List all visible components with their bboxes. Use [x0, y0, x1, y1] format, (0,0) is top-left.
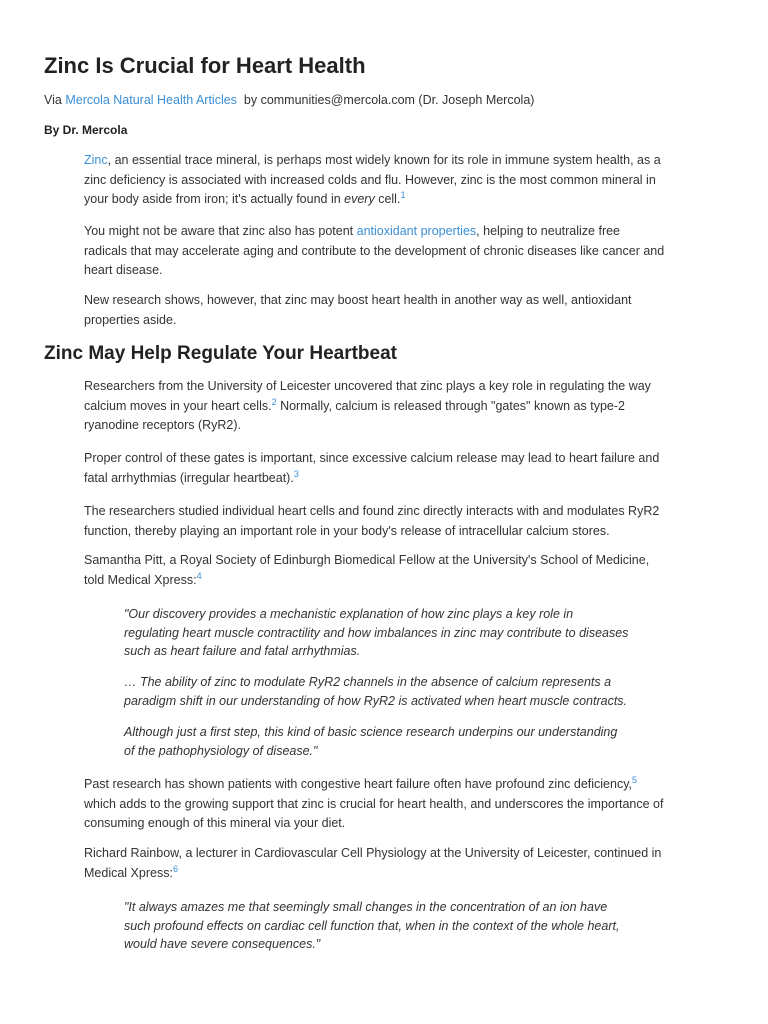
paragraph-rainbow: [84, 844, 704, 883]
quote-line: such as heart failure and fatal arrhythmias.: [124, 644, 361, 658]
source-link[interactable]: Mercola Natural Health Articles: [65, 93, 237, 107]
section-heading: Zinc May Help Regulate Your Heartbeat: [44, 343, 397, 364]
quote-rainbow: [124, 898, 684, 954]
reference-link-5[interactable]: 5: [632, 775, 638, 785]
text-line: Richard Rainbow, a lecturer in Cardiovascular Cell Physiology at the University of Leicester, continued in: [84, 846, 662, 860]
emphasis-text: every: [344, 192, 375, 206]
quote-line: such profound effects on cardiac cell function that, when in the context of the whole heart,: [124, 918, 620, 933]
reference-link-2[interactable]: 2: [271, 396, 277, 407]
paragraph-past-research: [84, 775, 704, 834]
text-line: Proper control of these gates is important, since excessive calcium release may lead to heart failure and: [84, 451, 660, 465]
text-line: Samantha Pitt, a Royal Society of Edinburgh Biomedical Fellow at the University's School of Medicine,: [84, 553, 650, 567]
text-line: ryanodine receptors (RyR2).: [84, 418, 242, 432]
text-line: consuming enough of this mineral via your diet.: [84, 816, 346, 830]
paragraph-studied: [84, 502, 704, 541]
text-line: fatal arrhythmias (irregular heartbeat).: [84, 470, 294, 485]
reference-link-3[interactable]: 3: [293, 468, 299, 479]
text-line: Medical Xpress:: [84, 865, 173, 880]
quote-discovery: [124, 605, 684, 661]
paragraph-new-research: [84, 291, 704, 330]
text-line: cell.: [374, 192, 401, 206]
text-line: told Medical Xpress:: [84, 572, 197, 587]
reference-link-4[interactable]: 4: [196, 570, 202, 581]
via-prefix: Via: [44, 93, 62, 107]
paragraph-pitt: [84, 551, 704, 590]
text-line: heart disease.: [84, 263, 163, 277]
quote-line: would have severe consequences.": [124, 937, 321, 951]
text-line: calcium moves in your heart cells.: [84, 398, 272, 413]
text-line: Researchers from the University of Leicester uncovered that zinc plays a key role in regulating the way: [84, 379, 651, 393]
text-line: your body aside from iron; it's actually found in: [84, 192, 345, 206]
text-line: Past research has shown patients with congestive heart failure often have profound zinc deficiency,: [84, 777, 632, 791]
zinc-link[interactable]: Zinc: [84, 153, 108, 167]
text-line: radicals that may accelerate aging and contribute to the development of chronic diseases like cancer and: [84, 243, 665, 258]
quote-line: paradigm shift in our understanding of how RyR2 is activated when heart muscle contracts.: [124, 693, 628, 708]
quote-line: "It always amazes me that seemingly small changes in the concentration of an ion have: [124, 900, 608, 914]
antioxidant-properties-link[interactable]: antioxidant properties: [356, 224, 477, 238]
text-line: Normally, calcium is released through "gates" known as type-2: [276, 398, 625, 413]
text-line: which adds to the growing support that zinc is crucial for heart health, and underscores the importance of: [84, 796, 664, 811]
quote-line: Although just a first step, this kind of basic science research underpins our understanding: [124, 725, 618, 739]
via-author: by communities@mercola.com (Dr. Joseph Mercola): [243, 93, 535, 107]
article-title: Zinc Is Crucial for Heart Health: [44, 53, 366, 78]
paragraph-antioxidant: [84, 222, 704, 281]
text-line: zinc deficiency is associated with increased colds and flu. However, zinc is the most common mineral in: [84, 172, 656, 187]
paragraph-gates: [84, 449, 704, 488]
text-line: , an essential trace mineral, is perhaps most widely known for its role in immune system health, as a: [107, 153, 661, 167]
text-line: , helping to neutralize free: [476, 224, 621, 238]
quote-line: regulating heart muscle contractility and how imbalances in zinc may contribute to diseases: [124, 625, 629, 640]
quote-line: of the pathophysiology of disease.": [124, 743, 318, 758]
paragraph-leicester: [84, 377, 704, 436]
text-line: properties aside.: [84, 312, 177, 327]
paragraph-intro: [84, 151, 704, 210]
quote-line: "Our discovery provides a mechanistic explanation of how zinc plays a key role in: [124, 607, 574, 621]
quote-first-step: [124, 723, 684, 760]
byline: By Dr. Mercola: [44, 123, 128, 137]
quote-paradigm: [124, 673, 684, 710]
reference-link-6[interactable]: 6: [172, 863, 178, 874]
text-line: function, thereby playing an important role in your body's release of intracellular calcium stores.: [84, 523, 610, 538]
quote-line: … The ability of zinc to modulate RyR2 channels in the absence of calcium represents a: [124, 675, 612, 689]
reference-link-1[interactable]: 1: [400, 190, 406, 200]
text-line: New research shows, however, that zinc may boost heart health in another way as well, antioxidant: [84, 293, 632, 307]
text-line: The researchers studied individual heart cells and found zinc directly interacts with and modulates RyR2: [84, 504, 660, 518]
text-line: You might not be aware that zinc also has potent: [84, 224, 357, 238]
source-line: [44, 92, 534, 108]
